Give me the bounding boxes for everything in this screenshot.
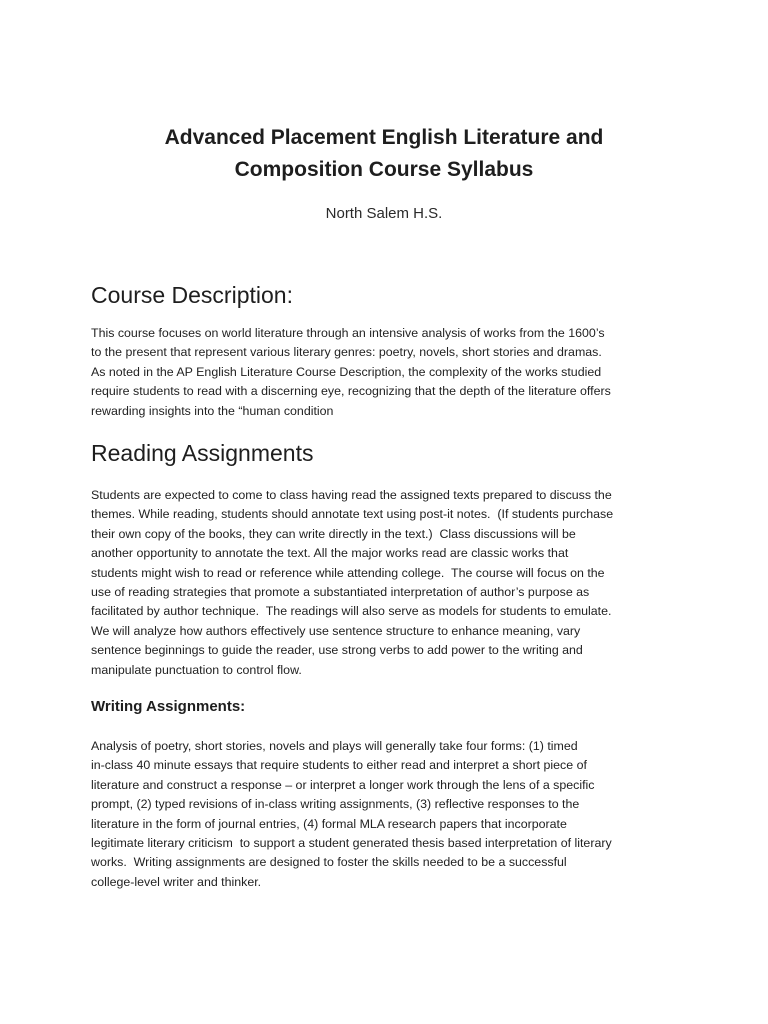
- title-line-1: Advanced Placement English Literature and: [164, 126, 604, 149]
- paragraph-line: manipulate punctuation to control flow.: [91, 662, 302, 677]
- title-line-2: Composition Course Syllabus: [234, 158, 534, 181]
- paragraph-line: facilitated by author technique. The readings will also serve as models for students to emulate.: [91, 604, 612, 619]
- paragraph-line: prompt, (2) typed revisions of in-class writing assignments, (3) reflective responses to the: [91, 797, 580, 812]
- course-description-body: [91, 324, 691, 421]
- paragraph-line: themes. While reading, students should annotate text using post-it notes. (If students purchase: [91, 507, 614, 522]
- paragraph-line: Analysis of poetry, short stories, novels and plays will generally take four forms: (1) timed: [91, 739, 578, 753]
- paragraph-line: to the present that represent various literary genres: poetry, novels, short stories and dramas.: [91, 345, 602, 360]
- paragraph-line: in-class 40 minute essays that require students to either read and interpret a short piece of: [91, 758, 587, 773]
- reading-assignments-heading: Reading Assignments: [91, 440, 314, 466]
- paragraph-line: college-level writer and thinker.: [91, 874, 262, 889]
- paragraph-line: works. Writing assignments are designed to foster the skills needed to be a successful: [91, 855, 567, 870]
- paragraph-line: students might wish to read or reference while attending college. The course will focus on the: [91, 565, 605, 580]
- school-name: North Salem H.S.: [325, 205, 443, 222]
- paragraph-line: require students to read with a discerning eye, recognizing that the depth of the literature offers: [91, 384, 611, 399]
- paragraph-line: legitimate literary criticism to support a student generated thesis based interpretation of literary: [91, 836, 612, 851]
- paragraph-line: As noted in the AP English Literature Course Description, the complexity of the works studied: [91, 364, 602, 379]
- course-description-heading: Course Description:: [91, 282, 293, 308]
- paragraph-line: use of reading strategies that promote a substantiated interpretation of author’s purpose as: [91, 585, 590, 600]
- paragraph-line: This course focuses on world literature through an intensive analysis of works from the 1600’s: [91, 326, 605, 340]
- paragraph-line: another opportunity to annotate the text. All the major works read are classic works that: [91, 546, 569, 561]
- paragraph-line: their own copy of the books, they can write directly in the text.) Class discussions will be: [91, 526, 576, 541]
- paragraph-line: rewarding insights into the “human condition: [91, 403, 334, 418]
- paragraph-line: Students are expected to come to class having read the assigned texts prepared to discuss the: [91, 488, 612, 502]
- writing-assignments-heading: Writing Assignments:: [91, 698, 246, 715]
- reading-assignments-body: [91, 486, 691, 680]
- paragraph-line: sentence beginnings to guide the reader, use strong verbs to add power to the writing and: [91, 643, 583, 658]
- paragraph-line: literature and construct a response – or interpret a longer work through the lens of a specific: [91, 777, 595, 792]
- paragraph-line: We will analyze how authors effectively use sentence structure to enhance meaning, vary: [91, 623, 581, 638]
- document-title: [0, 122, 768, 186]
- paragraph-line: literature in the form of journal entries, (4) formal MLA research papers that incorporate: [91, 816, 567, 831]
- writing-assignments-body: [91, 737, 691, 892]
